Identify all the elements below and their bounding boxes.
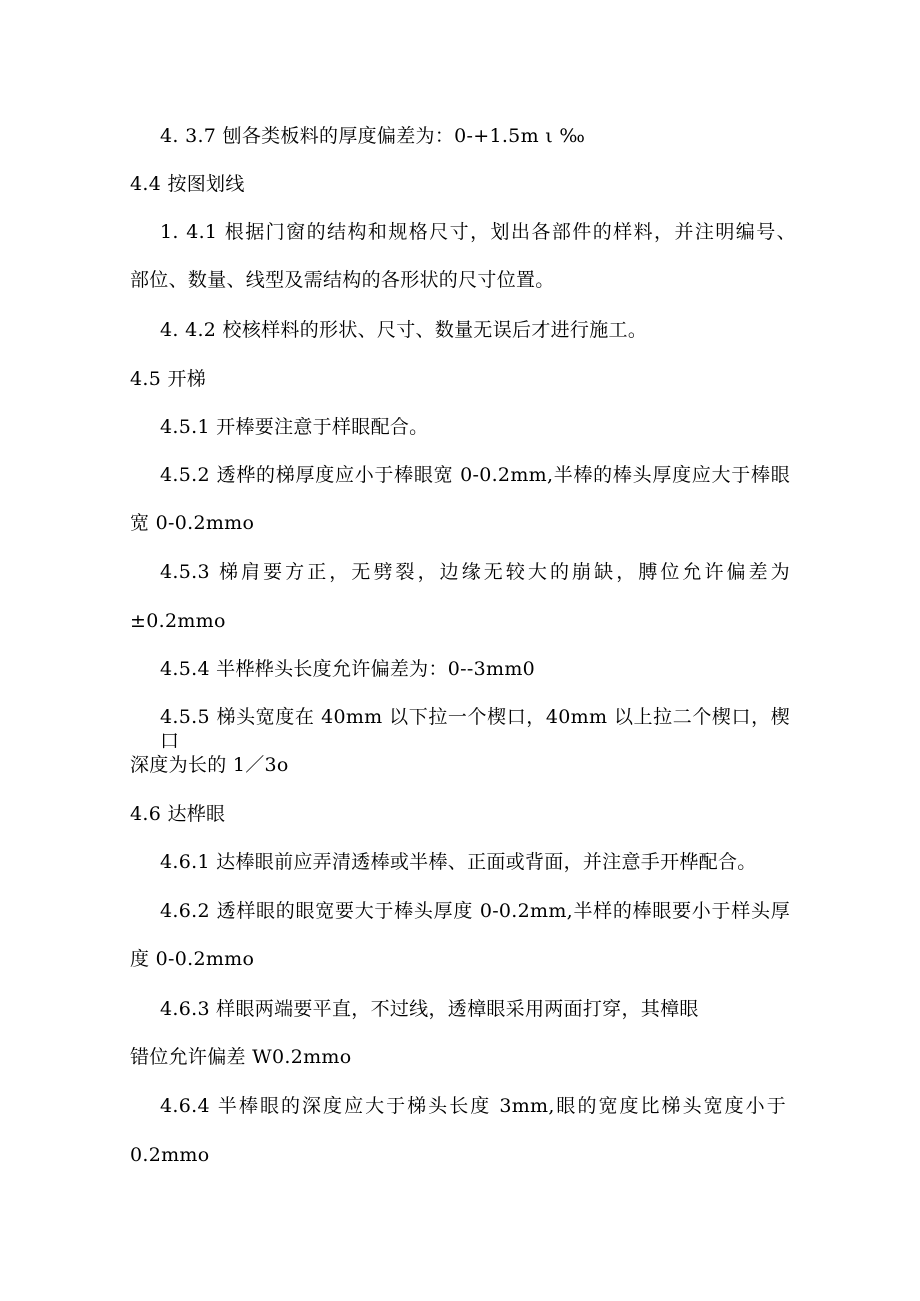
text-line-4-4-1: 1. 4.1 根据门窗的结构和规格尺寸，划出各部件的样料，并注明编号、 bbox=[160, 221, 796, 243]
text-line-4-6-2-cont: 度 0-0.2mmo bbox=[130, 948, 255, 970]
section-heading-4-6: 4.6 达桦眼 bbox=[130, 803, 226, 825]
text-line-4-6-3: 4.6.3 样眼两端要平直，不过线，透樟眼采用两面打穿，其樟眼 bbox=[160, 998, 699, 1020]
text-line-4-5-2-cont: 宽 0-0.2mmo bbox=[130, 512, 255, 534]
text-line-4-6-2: 4.6.2 透样眼的眼宽要大于棒头厚度 0-0.2mm,半样的棒眼要小于样头厚 bbox=[160, 900, 790, 922]
text-line-4-4-2: 4. 4.2 校核样料的形状、尺寸、数量无误后才进行施工。 bbox=[160, 319, 648, 341]
text-line-4-5-1: 4.5.1 开棒要注意于样眼配合。 bbox=[160, 416, 429, 438]
text-line-4-5-3: 4.5.3 梯肩要方正，无劈裂，边缘无较大的崩缺，膊位允许偏差为 bbox=[160, 561, 790, 583]
text-line-4-5-3-cont: ±0.2mmo bbox=[130, 610, 226, 632]
text-line-4-6-4-cont: 0.2mmo bbox=[130, 1144, 210, 1166]
text-line-4-5-2: 4.5.2 透桦的梯厚度应小于棒眼宽 0-0.2mm,半棒的棒头厚度应大于棒眼 bbox=[160, 464, 790, 486]
section-heading-4-4: 4.4 按图划线 bbox=[130, 173, 245, 195]
text-line-4-6-3-cont: 错位允许偏差 W0.2mmo bbox=[130, 1046, 352, 1068]
text-line-4-4-1-cont: 部位、数量、线型及需结构的各形状的尺寸位置。 bbox=[130, 269, 555, 291]
text-line-4-5-5-cont: 深度为长的 1／3o bbox=[130, 754, 289, 776]
text-line-4-6-1: 4.6.1 达棒眼前应弄清透棒或半棒、正面或背面，并注意手开桦配合。 bbox=[160, 851, 757, 873]
section-heading-4-5: 4.5 开梯 bbox=[130, 368, 207, 390]
text-line-4-6-4: 4.6.4 半棒眼的深度应大于梯头长度 3mm,眼的宽度比梯头宽度小于 bbox=[160, 1095, 786, 1117]
text-line-4-5-5: 4.5.5 梯头宽度在 40mm 以下拉一个楔口，40mm 以上拉二个楔口，楔口 bbox=[160, 706, 790, 752]
text-line-4-5-4: 4.5.4 半桦桦头长度允许偏差为：0--3mm0 bbox=[160, 658, 536, 680]
text-line-4-3-7: 4. 3.7 刨各类板料的厚度偏差为：0-+1.5m ι ‰ bbox=[160, 125, 586, 147]
